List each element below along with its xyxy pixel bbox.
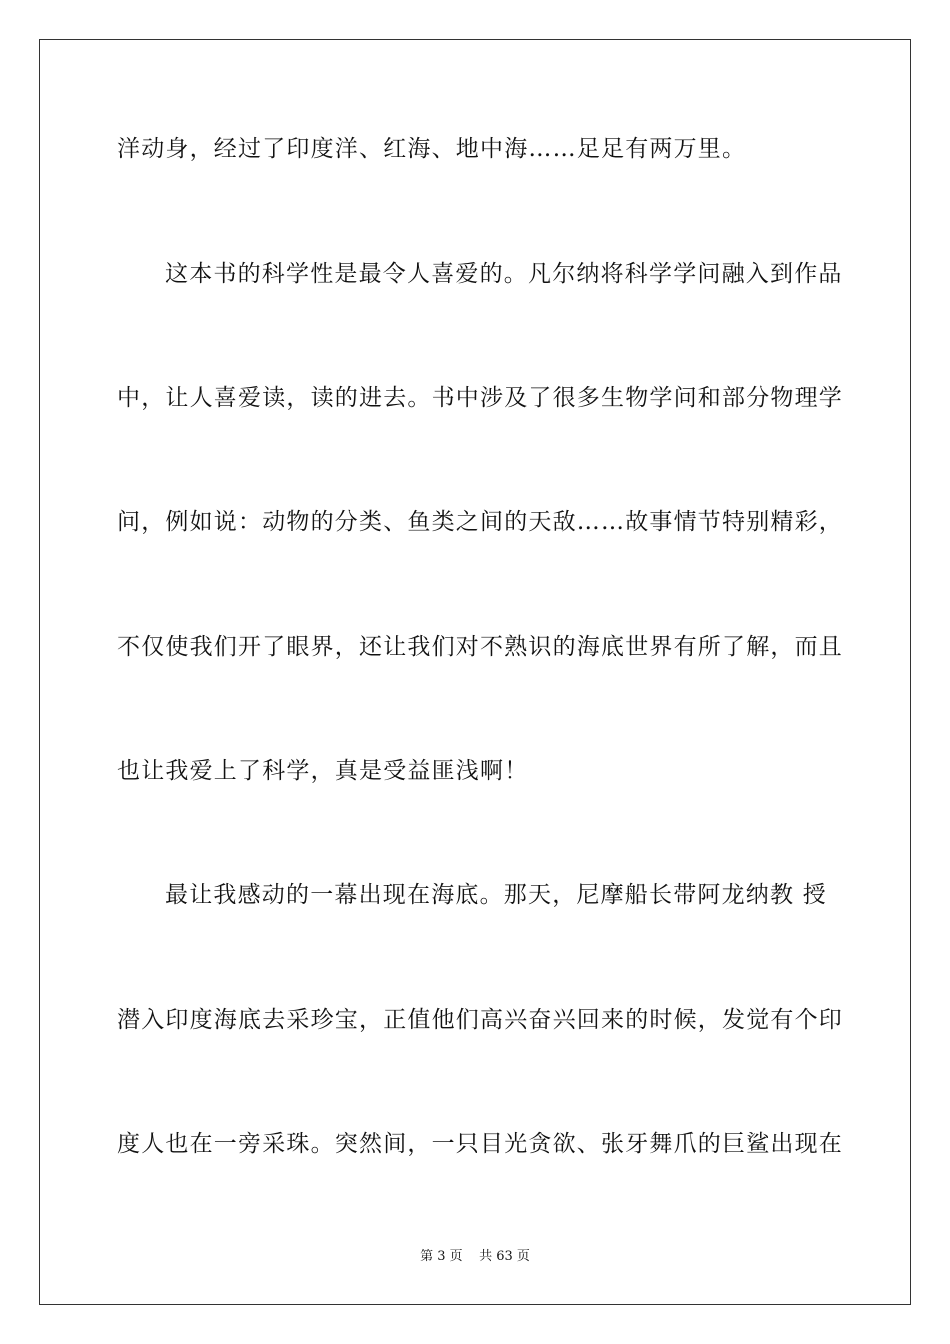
text-line: 度人也在一旁采珠。突然间，一只目光贪欲、张牙舞爪的巨鲨出现在 (117, 1131, 843, 1157)
page-frame (39, 39, 911, 1305)
text-line: 最让我感动的一幕出现在海底。那天，尼摩船长带阿龙纳教 授 (165, 882, 827, 908)
text-line: 洋动身，经过了印度洋、红海、地中海……足足有两万里。 (117, 136, 747, 162)
text-line: 这本书的科学性是最令人喜爱的。凡尔纳将科学学问融入到作品 (165, 261, 843, 287)
text-line: 问，例如说：动物的分类、鱼类之间的天敌……故事情节特别精彩， (117, 509, 843, 535)
text-line: 中，让人喜爱读，读的进去。书中涉及了很多生物学问和部分物理学 (117, 385, 843, 411)
text-line: 也让我爱上了科学，真是受益匪浅啊！ (117, 758, 529, 784)
text-line: 不仅使我们开了眼界，还让我们对不熟识的海底世界有所了解，而且 (117, 634, 843, 660)
text-line: 潜入印度海底去采珍宝，正值他们高兴奋兴回来的时候，发觉有个印 (117, 1007, 843, 1033)
page-number-footer: 第 3 页 共 63 页 (420, 1249, 530, 1264)
